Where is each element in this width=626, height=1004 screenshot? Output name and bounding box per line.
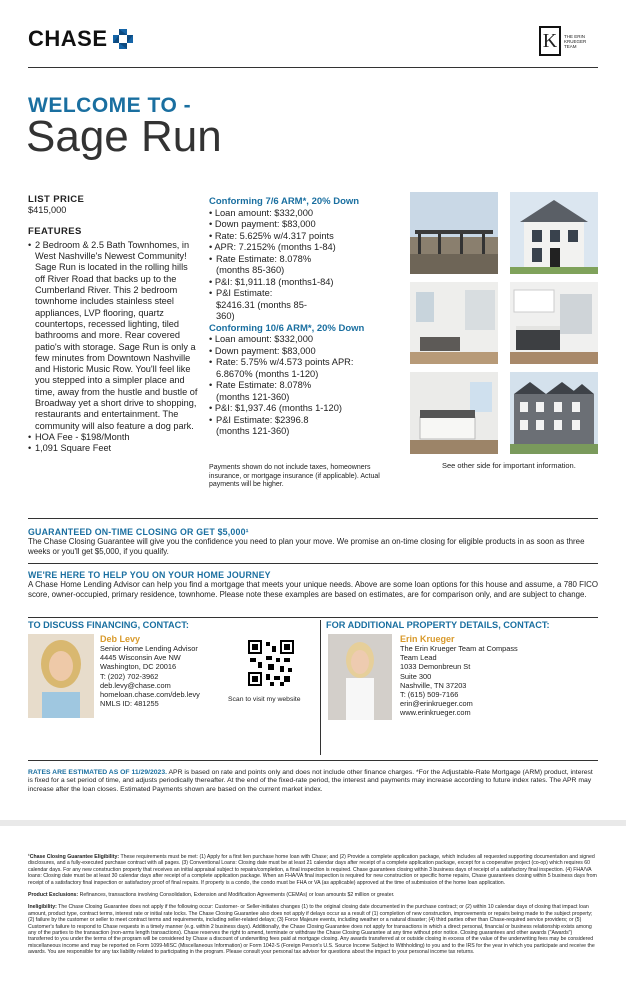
loan-item: • P&I: $1,937.46 (months 1-120) <box>209 403 342 413</box>
loan-item: • Loan amount: $332,000 <box>209 207 314 218</box>
loan-item: • P&I: $1,911.18 (months1-84) <box>209 276 334 287</box>
photo-townhome-row <box>510 372 598 454</box>
fine-print-ineligibility: Ineligibility: The Chase Closing Guarantee does not apply if the following occur: Customer- or Seller-initiates changes (1) to the original closing date documented in the purchase contract; or (2) within 10 calendar days of closing that impact loan amount, product type, contract terms, interest rate or initial rate locks. The Chase Closing Guarantee also does not apply if delays occur as a result of (1) completion of new construction, improvements or repairs being made to the subject property; (2) failure by the customer or seller to meet contract terms and requirements, including seller-related delays; (3) Force Majeure events, including weather or a natural disaster; (4) third parties other than Chase-required service providers; or (5) Customer's failure to respond to Chase requests in a timely manner (e.g. within 2 business days). Additionally, the Chase Closing Guarantee does not apply for transactions in which a direct personal, financial or business relationship exists among any of the parties to the transaction (non-arms length transactions). Chase reserves the right to amend, terminate or withdraw the Chase Closing Guarantee at any time without prior notice. Closing guarantees and other awards ("Awards") transferred to you under the terms of the program will be considered by Chase a discount of underwriting fees paid at mortgage closing. Any awards transferred at or outside closing in excess of the value of the underwriting fees may be considered miscellaneous income and may be reported on Form 1099-MISC (Miscellaneous Information) or Form 1042-S (Foreign Person's U.S. Source Income Subject to Withholding) to you and to the IRS for the year in which you participate and receive the awards. You are responsible for any tax liability related to participating in the program. Please consult your personal tax advisor for questions about the impact to your personal income tax returns. <box>28 904 595 956</box>
section-divider <box>28 617 598 618</box>
help-title: WE'RE HERE TO HELP YOU ON YOUR HOME JOURNEY <box>28 570 271 580</box>
rates-disclaimer <box>28 769 598 794</box>
payments-note: Payments shown do not include taxes, homeowners insurance, or mortgage insurance (if applicable). Actual payments will be higher. <box>209 464 380 488</box>
help-text: A Chase Home Lending Advisor can help you find a mortgage that meets your unique needs. Above are some loan options for this house and assume, a 780 FICO score, owner-occupied, primary residence, townhome. Please note these examples are based on estimates, are for comparison only, and are subject to change. <box>28 580 598 599</box>
guarantee-text: The Chase Closing Guarantee will give you the confidence you need to plan your move. We promise an on-time closing for eligible products in as soon as three weeks or you'll get $5,000, if you qualify. <box>28 537 585 556</box>
features-label: FEATURES <box>28 225 82 237</box>
loan-item: • APR: 7.2152% (months 1-84) <box>209 242 336 252</box>
see-other-side-note: See other side for important information. <box>442 461 576 470</box>
feature-item: • HOA Fee - $198/Month <box>28 431 130 442</box>
photo-rooftop-deck <box>410 192 498 274</box>
chase-wordmark: CHASE <box>28 26 108 51</box>
advisor-city: Washington, DC 20016 <box>100 662 177 672</box>
fine-print-eligibility: ¹Chase Closing Guarantee Eligibility: These requirements must be met: (1) Apply for a first lien purchase home loan with Chase; and (2) Provide a complete application package, which includes all requested supporting documentation and signed disclosures, and a fully-executed purchase contract with all pages. (3) Conventional Loans: Closing date must be at least 21 calendar days after receipt of a complete application package, except for a cooperative project (co-op) which requires 60 calendar days. For any new construction property that receives an initial appraisal subject to repairs/completion, a final inspection is required. Chase guarantees closing within 3 business days of receipt of a satisfactory final inspection. (4) FHA/VA loans: Closing date must be at least 30 calendar days after receipt of a complete application package. When an FHA/VA final inspection is required for new construction or specific home repairs, Chase guarantees closing within 5 business days from receipt of a satisfactory final inspection or satisfactory proof of final repairs. If property is a condo, the condo must be FHA or VA (as applicable) approved at the time of submission of the home loan application. <box>28 854 597 886</box>
agent-name: Erin Krueger <box>400 634 455 644</box>
loan-option-title: Conforming 10/6 ARM*, 20% Down <box>209 322 365 334</box>
flyer-page-back <box>0 826 626 1004</box>
photo-bedroom <box>410 372 498 454</box>
loan-item: • Down payment: $83,000 <box>209 345 316 356</box>
list-price-value: $415,000 <box>28 205 67 216</box>
property-contact <box>326 620 598 750</box>
team-logo-letter: K <box>539 26 561 56</box>
contact-column-divider <box>320 620 321 755</box>
photo-exterior-front <box>510 192 598 274</box>
community-title: Sage Run <box>26 112 222 161</box>
list-price-label: LIST PRICE <box>28 194 85 205</box>
financing-contact <box>28 620 318 750</box>
loan-item: • P&I Estimate: $2416.31 (months 85-360) <box>209 288 307 321</box>
fine-print-exclusions: Product Exclusions: Refinances, transactions involving Consolidation, Extension and Modification Agreements (CEMAs) or loan amounts $2 million or greater. <box>28 892 395 899</box>
guarantee-section <box>28 527 598 556</box>
agent-street: 1033 Demonbreun St <box>400 662 471 672</box>
agent-phone: T: (615) 509-7166 <box>400 690 459 700</box>
advisor-phone: T: (202) 702-3962 <box>100 671 159 681</box>
loan-item: • Rate Estimate: 8.078% (months 85-360) <box>209 253 312 275</box>
chase-logo <box>28 26 134 52</box>
loan-item: • Rate Estimate: 8.078% (months 121-360) <box>209 380 312 402</box>
qr-code[interactable] <box>248 640 294 686</box>
listing-column <box>28 194 198 455</box>
team-logo <box>539 26 598 56</box>
agent-email[interactable]: erin@erinkrueger.com <box>400 699 473 709</box>
loan-item: • Loan amount: $332,000 <box>209 334 314 344</box>
team-logo-text: THE ERIN KRUEGER TEAM <box>564 33 587 49</box>
rates-date: RATES ARE ESTIMATED AS OF 11/29/2023. <box>28 769 167 776</box>
agent-details <box>400 634 590 718</box>
feature-item: • 2 Bedroom & 2.5 Bath Townhomes, in West Nashville's Newest Community! Sage Run is located in the rolling hills off River Road that backs up to the Cumberland River. This 2 bedroom townhome includes stainless steel appliances, LVP flooring, quartz countertops, recessed lighting, tiled bathrooms and more. Rear covered patio's with storage. Sage Run is only a few minutes from Downtown Nashville and Historic Music Row. You'll feel like you stepped into a simpler place and time, away from the hustle and bustle of Broadway yet a short drive to shopping, restaurants and entertainment. The community will also feature a dog park. <box>28 239 198 431</box>
loan-item: • Rate: 5.75% w/4.573 points APR: 6.8670% (months 1-120) <box>209 357 354 379</box>
help-section <box>28 570 598 599</box>
financing-title: TO DISCUSS FINANCING, CONTACT: <box>28 620 189 630</box>
property-title: FOR ADDITIONAL PROPERTY DETAILS, CONTACT: <box>326 620 550 630</box>
rates-text: APR is based on rate and points only and does not include other finance charges. *For the Adjustable-Rate Mortgage (ARM) product, interest is fixed for a set period of time, and adjusts periodically thereafter. At the end of the fixed-rate period, the interest and payments may increase according to future index rates. The APR may increase after the loan closes. Estimated Payments shown are based on the current market index. <box>28 769 593 793</box>
welcome-heading: WELCOME TO - <box>28 94 192 117</box>
loan-item: • Rate: 5.625% w/4.317 points <box>209 230 334 241</box>
photo-kitchen <box>510 282 598 364</box>
chase-octagon-icon <box>112 28 134 50</box>
flyer-header <box>28 22 598 68</box>
loan-options-column <box>209 196 409 438</box>
agent-photo <box>328 634 392 720</box>
agent-suite: Suite 300 <box>400 671 432 681</box>
guarantee-title: GUARANTEED ON-TIME CLOSING OR GET $5,000¹ <box>28 527 249 537</box>
qr-caption: Scan to visit my website <box>228 696 301 703</box>
advisor-nmls: NMLS ID: 481255 <box>100 699 159 709</box>
photo-living-room <box>410 282 498 364</box>
feature-item: • 1,091 Square Feet <box>28 443 112 454</box>
advisor-title: Senior Home Lending Advisor <box>100 644 198 653</box>
loan-option-title: Conforming 7/6 ARM*, 20% Down <box>209 196 360 207</box>
advisor-photo <box>28 634 94 718</box>
section-divider <box>28 563 598 564</box>
loan-item: • Down payment: $83,000 <box>209 219 316 229</box>
agent-company: The Erin Krueger Team at Compass <box>400 644 518 653</box>
advisor-address-line: 4445 Wisconsin Ave NW <box>100 653 181 663</box>
section-divider <box>28 760 598 761</box>
advisor-website[interactable]: homeloan.chase.com/deb.levy <box>100 690 200 700</box>
agent-city: Nashville, TN 37203 <box>400 680 467 690</box>
advisor-email[interactable]: deb.levy@chase.com <box>100 680 171 690</box>
advisor-details <box>100 634 230 708</box>
agent-role: Team Lead <box>400 653 437 663</box>
agent-website[interactable]: www.erinkrueger.com <box>400 708 471 718</box>
loan-item: • P&I Estimate: $2396.8 (months 121-360) <box>209 414 309 436</box>
advisor-name: Deb Levy <box>100 634 141 644</box>
section-divider <box>28 518 598 519</box>
